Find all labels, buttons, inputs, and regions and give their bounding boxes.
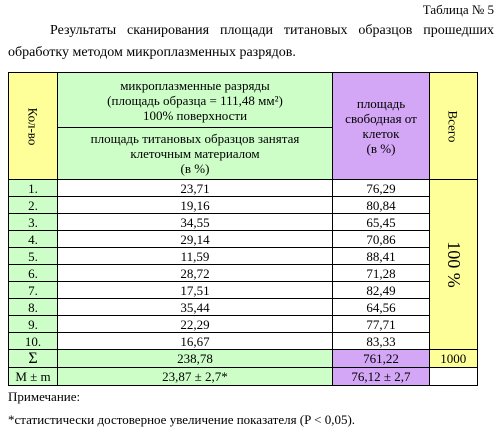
row-number: 6. — [9, 265, 58, 282]
occupied-value: 34,55 — [58, 214, 333, 231]
occupied-value: 19,16 — [58, 197, 333, 214]
free-value: 71,28 — [333, 265, 430, 282]
row-number: 7. — [9, 282, 58, 299]
sum-total: 1000 — [430, 350, 478, 368]
occupied-value: 23,71 — [58, 180, 333, 197]
row-number: 1. — [9, 180, 58, 197]
sum-occupied: 238,78 — [58, 350, 333, 368]
sum-label: Σ — [9, 350, 58, 368]
row-number: 9. — [9, 316, 58, 333]
mean-total-empty — [430, 368, 478, 386]
occupied-value: 29,14 — [58, 231, 333, 248]
table-row — [9, 316, 478, 333]
free-value: 80,84 — [333, 197, 430, 214]
table-row — [9, 197, 478, 214]
table-row — [9, 180, 478, 197]
table-row — [9, 282, 478, 299]
free-value: 64,56 — [333, 299, 430, 316]
row-number: 10. — [9, 333, 58, 350]
mean-label: M ± m — [9, 368, 58, 386]
sum-free: 761,22 — [333, 350, 430, 368]
table-row — [9, 265, 478, 282]
sum-row — [9, 350, 478, 368]
table-row — [9, 214, 478, 231]
header-total: Всего — [430, 73, 478, 180]
table-row — [9, 299, 478, 316]
header-occupied-area: площадь титановых образцов занятая клеточным материалом (в %) — [58, 128, 333, 180]
free-value: 76,29 — [333, 180, 430, 197]
note-title: Примечание: — [8, 389, 81, 404]
free-value: 65,45 — [333, 214, 430, 231]
table-row — [9, 231, 478, 248]
occupied-value: 22,29 — [58, 316, 333, 333]
header-discharges: микроплазменные разряды (площадь образца = 111,48 мм²) 100% поверхности — [58, 73, 333, 128]
table-row — [9, 248, 478, 265]
total-percent: 100 % — [430, 180, 478, 350]
row-number: 2. — [9, 197, 58, 214]
table-caption: Результаты сканирования площади титановых образцов прошедших обработку методом микроплазменных разрядов. — [8, 23, 494, 60]
free-value: 77,71 — [333, 316, 430, 333]
mean-row — [9, 368, 478, 386]
occupied-value: 16,67 — [58, 333, 333, 350]
table-number: Таблица № 5 — [422, 2, 494, 17]
table-row — [9, 333, 478, 350]
row-number: 3. — [9, 214, 58, 231]
occupied-value: 17,51 — [58, 282, 333, 299]
mean-free: 76,12 ± 2,7 — [333, 368, 430, 386]
occupied-value: 35,44 — [58, 299, 333, 316]
results-table — [8, 72, 478, 386]
free-value: 70,86 — [333, 231, 430, 248]
header-count: Кол-во — [9, 73, 58, 180]
mean-occupied: 23,87 ± 2,7* — [58, 368, 333, 386]
free-value: 88,41 — [333, 248, 430, 265]
row-number: 5. — [9, 248, 58, 265]
free-value: 83,33 — [333, 333, 430, 350]
note-text: *статистически достоверное увеличение показателя (P < 0,05). — [8, 412, 356, 427]
row-number: 4. — [9, 231, 58, 248]
occupied-value: 28,72 — [58, 265, 333, 282]
occupied-value: 11,59 — [58, 248, 333, 265]
header-free-area: площадь свободная от клеток (в %) — [333, 73, 430, 180]
free-value: 82,49 — [333, 282, 430, 299]
row-number: 8. — [9, 299, 58, 316]
